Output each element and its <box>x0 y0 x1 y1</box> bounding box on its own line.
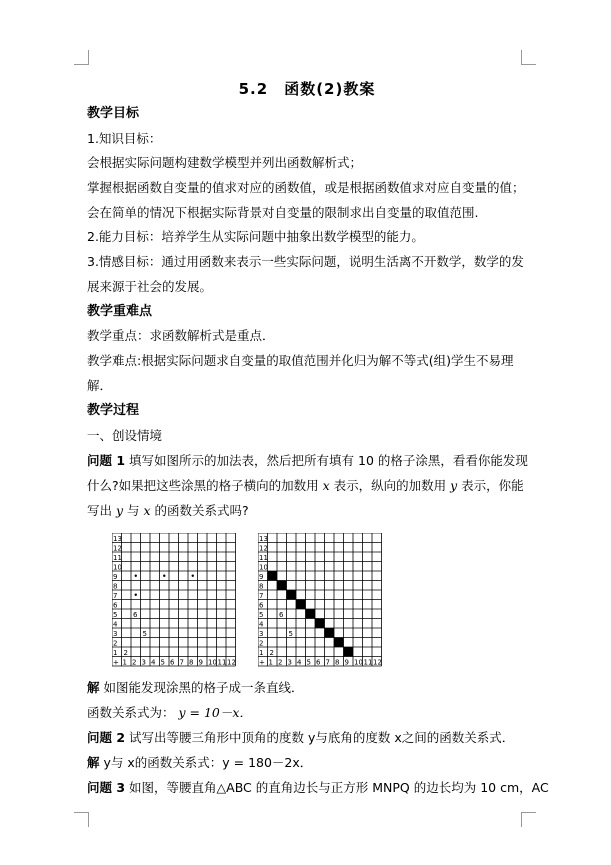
question1-line-b <box>87 478 524 494</box>
grid-dot <box>135 575 137 577</box>
col-label: 2 <box>278 658 283 667</box>
cell-value: 6 <box>279 611 284 619</box>
question2-label: 问题 2 <box>87 730 126 745</box>
page-title: 5.2 函数(2)教案 <box>238 80 376 98</box>
key-point-line: 教学重点：求函数解析式是重点． <box>87 328 275 343</box>
row-label: 8 <box>259 582 264 591</box>
row-label: 4 <box>113 620 118 629</box>
row-label: 3 <box>259 630 264 638</box>
col-label: 3 <box>287 658 292 667</box>
solution1-text: 如图能发现涂黑的格子成一条直线． <box>99 680 304 695</box>
col-label: 4 <box>297 658 302 667</box>
col-label: 7 <box>325 658 330 667</box>
question3-line <box>87 780 549 796</box>
col-label: 3 <box>141 658 146 667</box>
solution1-label: 解 <box>87 680 100 695</box>
row-label: + <box>259 658 265 667</box>
shaded-cell <box>344 647 354 657</box>
col-label: 5 <box>306 658 311 667</box>
addition-table-shaded <box>258 533 390 667</box>
row-label: 6 <box>259 601 264 610</box>
question1-text-c1: 写出 <box>87 503 116 518</box>
question1-text-a: 填写如图所示的加法表，然后把所有填有 10 的格子涂黑，看看你能发现 <box>125 453 528 468</box>
col-label: 10 <box>354 658 363 667</box>
question2-text: 试写出等腰三角形中顶角的度数 y与底角的度数 x之间的函数关系式． <box>125 730 515 745</box>
solution2-text: y与 x的函数关系式：y = 180－2x． <box>99 755 313 770</box>
corner-mark-bottom-right <box>521 812 536 827</box>
col-label: 6 <box>316 658 321 667</box>
shaded-cell <box>306 609 316 619</box>
row-label: + <box>113 658 119 667</box>
corner-mark-bottom-left <box>74 812 89 827</box>
cell-value: 2 <box>123 649 128 657</box>
row-label: 10 <box>259 563 268 572</box>
row-label: 4 <box>259 620 264 629</box>
col-label: 1 <box>268 658 273 667</box>
row-label: 10 <box>113 563 122 572</box>
col-label: 12 <box>373 658 382 667</box>
question3-label: 问题 3 <box>87 780 126 795</box>
goal3-line-a: 3.情感目标：通过用函数来表示一些实际问题，说明生活离不开数学，数学的发 <box>87 254 524 269</box>
goal1-line-b: 掌握根据函数自变量的值求对应的函数值，或是根据函数值求对应自变量的值； <box>87 180 525 195</box>
goals-heading: 教学目标 <box>87 106 140 121</box>
row-label: 11 <box>259 554 268 562</box>
cell-value: 6 <box>133 611 138 619</box>
goal1-line-a: 会根据实际问题构建数学模型并列出函数解析式； <box>87 155 363 170</box>
row-label: 11 <box>113 554 122 562</box>
var-x: x <box>322 478 330 493</box>
row-label: 1 <box>259 649 264 657</box>
col-label: 1 <box>122 658 127 667</box>
formula1-label: 函数关系式为： <box>87 705 179 720</box>
process-heading: 教学过程 <box>87 403 140 418</box>
goal2-line: 2.能力目标：培养学生从实际问题中抽象出数学模型的能力。 <box>87 229 424 244</box>
solution2-line <box>87 755 312 771</box>
corner-mark-top-right <box>521 50 536 65</box>
corner-mark-top-left <box>74 50 89 65</box>
difficulty-line-b: 解． <box>87 378 113 393</box>
shaded-cell <box>296 600 306 610</box>
row-label: 9 <box>113 573 118 581</box>
formula1: y = 10－x． <box>178 705 252 720</box>
row-label: 7 <box>259 592 264 600</box>
step1-line: 一、创设情境 <box>87 428 163 443</box>
question2-line <box>87 730 514 746</box>
goal1-line-c: 会在简单的情况下根据实际背景对自变量的限制求出自变量的取值范围. <box>87 205 479 220</box>
shaded-cell <box>325 628 335 638</box>
goal3-line-b: 展来源于社会的发展。 <box>87 279 213 294</box>
col-label: 7 <box>179 658 184 667</box>
col-label: 2 <box>132 658 137 667</box>
question1-line-a <box>87 453 528 469</box>
shaded-cell <box>287 590 297 600</box>
row-label: 13 <box>259 535 268 543</box>
key-heading: 教学重难点 <box>87 304 153 319</box>
question1-text-c3: 的函数关系式吗? <box>150 503 249 518</box>
col-label: 12 <box>227 658 236 667</box>
col-label: 6 <box>170 658 175 667</box>
row-label: 3 <box>113 630 118 638</box>
shaded-cell <box>268 571 278 581</box>
row-label: 8 <box>113 582 118 591</box>
var-y: y <box>115 503 124 518</box>
row-label: 5 <box>113 611 118 619</box>
row-label: 6 <box>113 601 118 610</box>
cell-value: 5 <box>142 630 147 638</box>
question1-text-b1: 什么?如果把这些涂黑的格子横向的加数用 <box>87 478 323 493</box>
solution1-line <box>87 680 304 696</box>
row-label: 2 <box>113 639 118 648</box>
row-label: 7 <box>113 592 118 600</box>
shaded-cell <box>315 619 325 629</box>
row-label: 9 <box>259 573 264 581</box>
row-label: 2 <box>259 639 264 648</box>
col-label: 4 <box>151 658 156 667</box>
col-label: 11 <box>363 658 373 667</box>
grid-dot <box>192 575 194 577</box>
col-label: 5 <box>160 658 165 667</box>
grid-dot <box>135 594 137 596</box>
cell-value: 5 <box>288 630 293 638</box>
difficulty-line-a: 教学难点:根据实际问题求自变量的取值范围并化归为解不等式(组)学生不易理 <box>87 353 514 368</box>
row-label: 5 <box>259 611 264 619</box>
question1-text-b2: 表示，纵向的加数用 <box>329 478 451 493</box>
col-label: 10 <box>208 658 217 667</box>
row-label: 1 <box>113 649 118 657</box>
row-label: 12 <box>259 544 268 553</box>
col-label: 9 <box>344 658 349 667</box>
formula1-line <box>87 705 252 721</box>
question1-line-c <box>87 503 249 519</box>
col-label: 8 <box>335 658 340 667</box>
question1-text-b3: 表示，你能 <box>457 478 524 493</box>
question1-text-c2: 与 <box>123 503 144 518</box>
col-label: 8 <box>189 658 194 667</box>
col-label: 11 <box>217 658 227 667</box>
shaded-cell <box>334 638 344 648</box>
row-label: 12 <box>113 544 122 553</box>
var-x: x <box>143 503 151 518</box>
question3-text: 如图，等腰直角△ABC 的直角边长与正方形 MNPQ 的边长均为 10 cm，AC <box>125 780 549 795</box>
shaded-cell <box>277 581 287 591</box>
addition-table-blank <box>112 533 244 667</box>
goal1-label: 1.知识目标： <box>87 131 162 146</box>
question1-label: 问题 1 <box>87 453 126 468</box>
var-y: y <box>450 478 458 493</box>
cell-value: 2 <box>269 649 274 657</box>
row-label: 13 <box>113 535 122 543</box>
solution2-label: 解 <box>87 755 100 770</box>
grid-dot <box>163 575 165 577</box>
col-label: 9 <box>198 658 203 667</box>
